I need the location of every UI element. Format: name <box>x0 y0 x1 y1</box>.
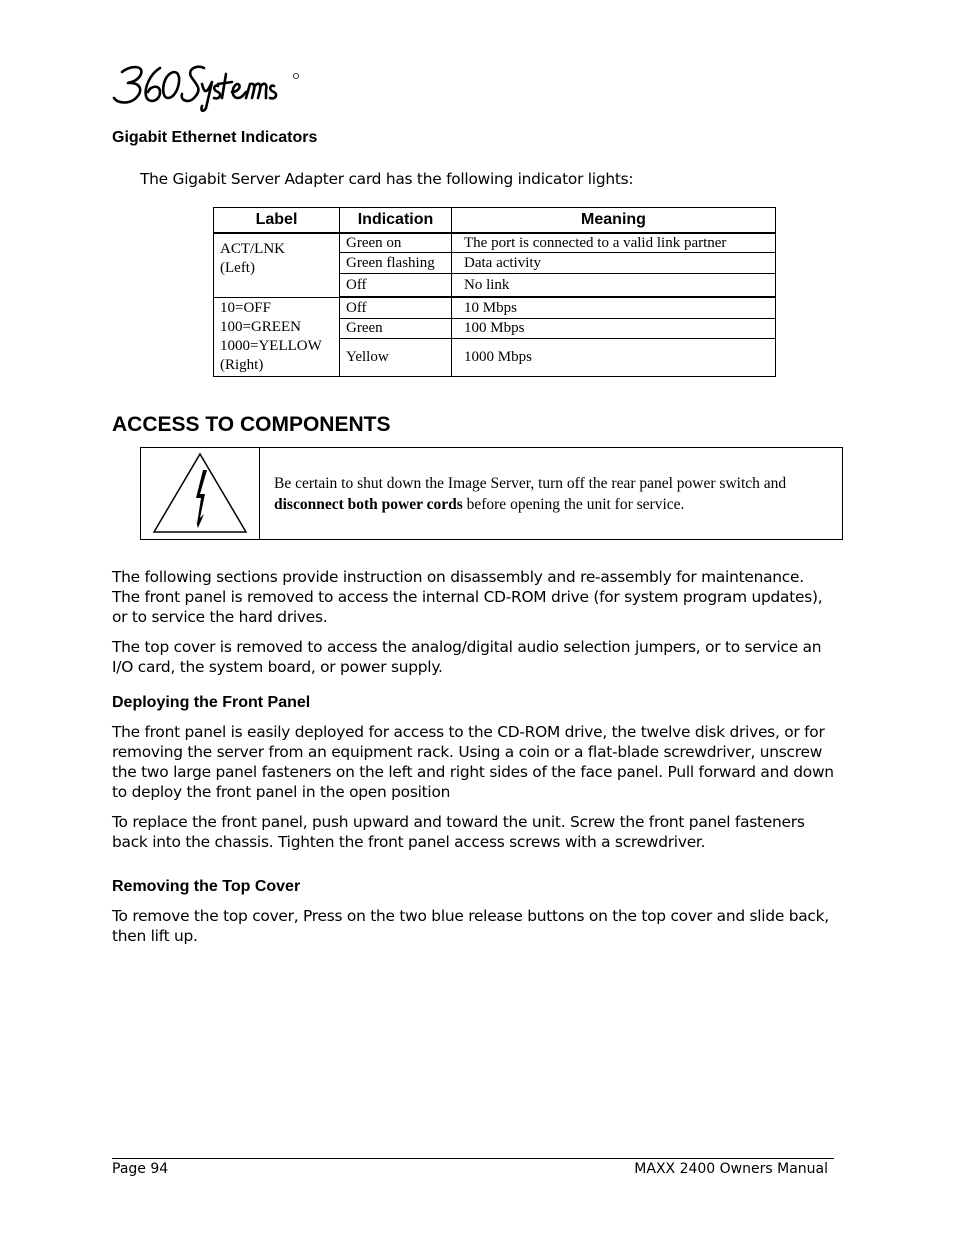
access-paragraph-2: The top cover is removed to access the analog/digital audio selection jumpers, or to service an I/O card, the system board, or power supply. <box>112 638 822 676</box>
section-heading-front-panel: Deploying the Front Panel <box>112 694 311 711</box>
warning-text-part: Be certain to shut down the Image Server, turn off the rear panel power switch and <box>274 475 787 492</box>
meaning-cell: Data activity <box>452 253 776 273</box>
section-heading-top-cover: Removing the Top Cover <box>112 878 301 895</box>
table-header-row <box>214 208 776 234</box>
front-panel-paragraph-1: The front panel is easily deployed for access to the CD-ROM drive, the twelve disk drives, or for removing the server from an equipment rack. Using a coin or a flat-blade screwdriver, unscrew the two large panel fasteners on the left and right sides of the face panel. Pull forward and down to deploy the front panel in the open position <box>112 723 834 801</box>
footer-divider <box>112 1158 834 1159</box>
indication-cell: Green flashing <box>340 253 452 273</box>
footer-page-number: Page 94 <box>112 1161 169 1177</box>
front-panel-paragraph-2: To replace the front panel, push upward and toward the unit. Screw the front panel fasteners back into the chassis. Tighten the front panel access screws with a screwdriver. <box>112 813 805 851</box>
label-text: 100=GREEN <box>220 318 301 335</box>
meaning-cell: 10 Mbps <box>452 297 776 318</box>
warning-text-part: before opening the unit for service. <box>462 496 685 513</box>
table-row <box>214 297 776 318</box>
label-text: (Right) <box>220 356 264 373</box>
paragraph-line: The front panel is removed to access the internal CD-ROM drive (for system program updates), or to service the hard drives. <box>112 588 823 626</box>
label-cell-speed <box>214 297 340 376</box>
table-row <box>214 233 776 253</box>
indicator-table <box>213 207 776 377</box>
label-text: 10=OFF <box>220 299 271 316</box>
warning-text <box>274 473 834 515</box>
company-logo <box>110 58 305 114</box>
warning-icon-cell <box>141 448 260 539</box>
meaning-cell: 1000 Mbps <box>452 338 776 376</box>
section-heading-gigabit: Gigabit Ethernet Indicators <box>112 129 318 146</box>
paragraph-line: The following sections provide instruction on disassembly and re-assembly for maintenance. <box>112 568 804 586</box>
section-heading-access: ACCESS TO COMPONENTS <box>112 413 391 436</box>
warning-text-emphasis: disconnect both power cords <box>274 496 463 513</box>
indication-cell: Green <box>340 318 452 338</box>
access-paragraph-1 <box>112 567 842 627</box>
column-header-indication: Indication <box>340 208 452 234</box>
meaning-cell: The port is connected to a valid link partner <box>452 233 776 253</box>
column-header-label: Label <box>214 208 340 234</box>
label-cell-act-lnk <box>214 233 340 297</box>
indication-cell: Off <box>340 297 452 318</box>
warning-box <box>140 447 843 540</box>
label-text: (Left) <box>220 260 255 276</box>
label-text: ACT/LNK <box>220 241 285 257</box>
label-text: 1000=YELLOW <box>220 337 322 354</box>
gigabit-intro-text: The Gigabit Server Adapter card has the following indicator lights: <box>140 170 634 188</box>
footer-manual-title: MAXX 2400 Owners Manual <box>634 1161 828 1177</box>
column-header-meaning: Meaning <box>452 208 776 234</box>
indication-cell: Off <box>340 273 452 297</box>
top-cover-paragraph: To remove the top cover, Press on the two blue release buttons on the top cover and slide back, then lift up. <box>112 907 829 945</box>
meaning-cell: 100 Mbps <box>452 318 776 338</box>
high-voltage-warning-icon <box>141 448 259 539</box>
indication-cell: Yellow <box>340 338 452 376</box>
meaning-cell: No link <box>452 273 776 297</box>
indication-cell: Green on <box>340 233 452 253</box>
